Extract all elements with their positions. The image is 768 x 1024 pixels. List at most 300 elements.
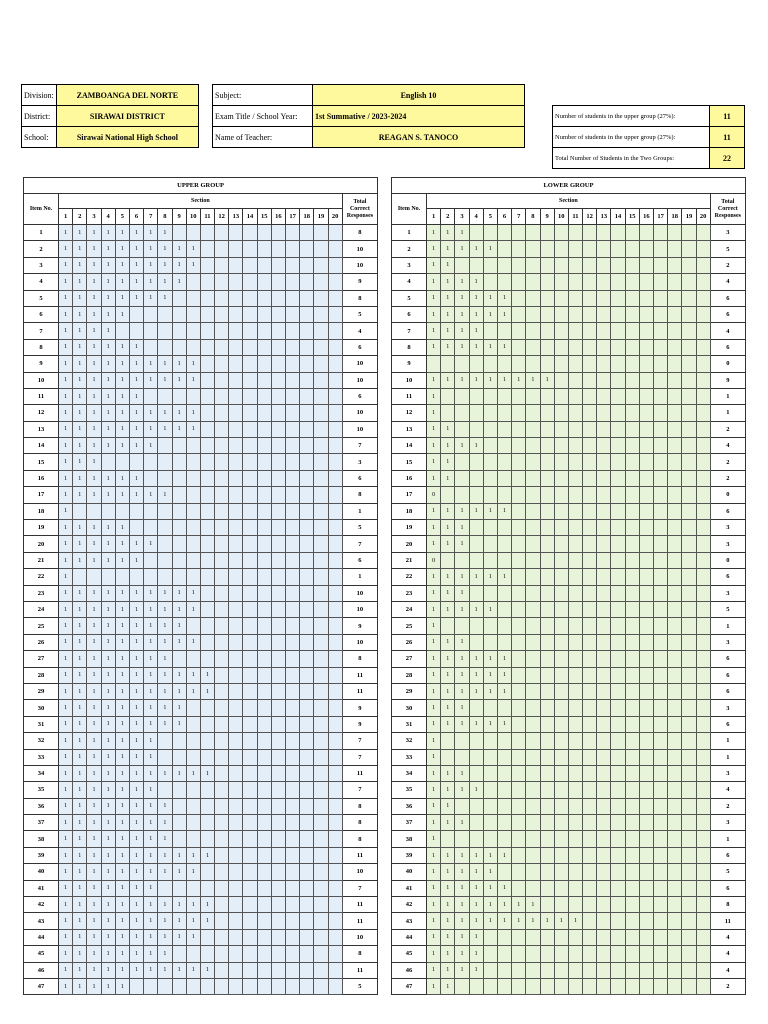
response-cell[interactable]: 1 bbox=[87, 470, 101, 486]
response-cell[interactable]: 1 bbox=[497, 667, 511, 683]
response-cell[interactable] bbox=[654, 372, 668, 388]
response-cell[interactable] bbox=[696, 880, 710, 896]
response-cell[interactable] bbox=[639, 782, 653, 798]
response-cell[interactable]: 1 bbox=[101, 978, 115, 994]
response-cell[interactable] bbox=[682, 552, 696, 568]
response-cell[interactable] bbox=[243, 569, 257, 585]
response-cell[interactable] bbox=[469, 700, 483, 716]
response-cell[interactable] bbox=[696, 651, 710, 667]
response-cell[interactable]: 1 bbox=[144, 356, 158, 372]
response-cell[interactable] bbox=[668, 274, 682, 290]
response-cell[interactable] bbox=[200, 503, 214, 519]
response-cell[interactable] bbox=[455, 831, 469, 847]
response-cell[interactable] bbox=[129, 520, 143, 536]
response-cell[interactable] bbox=[271, 569, 285, 585]
response-cell[interactable]: 1 bbox=[129, 405, 143, 421]
response-cell[interactable] bbox=[568, 536, 582, 552]
response-cell[interactable] bbox=[300, 487, 314, 503]
response-cell[interactable]: 1 bbox=[87, 454, 101, 470]
response-cell[interactable] bbox=[668, 651, 682, 667]
response-cell[interactable] bbox=[497, 405, 511, 421]
response-cell[interactable]: 1 bbox=[59, 946, 73, 962]
response-cell[interactable]: 1 bbox=[427, 733, 441, 749]
response-cell[interactable] bbox=[583, 749, 597, 765]
response-cell[interactable] bbox=[271, 339, 285, 355]
response-cell[interactable] bbox=[271, 470, 285, 486]
response-cell[interactable]: 1 bbox=[73, 356, 87, 372]
response-cell[interactable]: 1 bbox=[186, 601, 200, 617]
response-cell[interactable] bbox=[696, 683, 710, 699]
response-cell[interactable]: 1 bbox=[73, 372, 87, 388]
response-cell[interactable]: 1 bbox=[427, 929, 441, 945]
response-cell[interactable] bbox=[200, 782, 214, 798]
response-cell[interactable]: 1 bbox=[129, 913, 143, 929]
response-cell[interactable]: 1 bbox=[115, 470, 129, 486]
response-cell[interactable]: 1 bbox=[101, 306, 115, 322]
response-cell[interactable] bbox=[526, 651, 540, 667]
response-cell[interactable]: 1 bbox=[129, 716, 143, 732]
response-cell[interactable] bbox=[314, 667, 328, 683]
response-cell[interactable] bbox=[583, 323, 597, 339]
response-cell[interactable]: 1 bbox=[427, 503, 441, 519]
response-cell[interactable] bbox=[526, 454, 540, 470]
response-cell[interactable] bbox=[639, 618, 653, 634]
response-cell[interactable] bbox=[654, 667, 668, 683]
response-cell[interactable]: 1 bbox=[101, 651, 115, 667]
response-cell[interactable] bbox=[215, 782, 229, 798]
response-cell[interactable]: 1 bbox=[101, 520, 115, 536]
response-cell[interactable] bbox=[597, 749, 611, 765]
response-cell[interactable] bbox=[215, 274, 229, 290]
response-cell[interactable] bbox=[696, 372, 710, 388]
response-cell[interactable] bbox=[568, 356, 582, 372]
response-cell[interactable] bbox=[300, 241, 314, 257]
response-cell[interactable] bbox=[696, 569, 710, 585]
response-cell[interactable] bbox=[526, 536, 540, 552]
response-cell[interactable] bbox=[186, 831, 200, 847]
response-cell[interactable] bbox=[625, 815, 639, 831]
response-cell[interactable] bbox=[512, 749, 526, 765]
response-cell[interactable]: 1 bbox=[455, 225, 469, 241]
response-cell[interactable]: 1 bbox=[129, 782, 143, 798]
response-cell[interactable] bbox=[243, 487, 257, 503]
response-cell[interactable]: 1 bbox=[158, 405, 172, 421]
response-cell[interactable] bbox=[625, 897, 639, 913]
response-cell[interactable]: 1 bbox=[497, 913, 511, 929]
response-cell[interactable] bbox=[668, 536, 682, 552]
response-cell[interactable] bbox=[512, 323, 526, 339]
response-cell[interactable]: 1 bbox=[427, 880, 441, 896]
response-cell[interactable] bbox=[186, 274, 200, 290]
response-cell[interactable]: 1 bbox=[101, 323, 115, 339]
response-cell[interactable] bbox=[243, 225, 257, 241]
response-cell[interactable] bbox=[597, 765, 611, 781]
response-cell[interactable] bbox=[568, 634, 582, 650]
response-cell[interactable] bbox=[200, 372, 214, 388]
response-cell[interactable]: 1 bbox=[101, 831, 115, 847]
response-cell[interactable] bbox=[271, 634, 285, 650]
response-cell[interactable] bbox=[328, 880, 342, 896]
response-cell[interactable] bbox=[286, 765, 300, 781]
response-cell[interactable] bbox=[229, 421, 243, 437]
response-cell[interactable] bbox=[554, 733, 568, 749]
response-cell[interactable]: 1 bbox=[158, 847, 172, 863]
response-cell[interactable] bbox=[597, 585, 611, 601]
response-cell[interactable]: 1 bbox=[455, 274, 469, 290]
response-cell[interactable] bbox=[271, 536, 285, 552]
response-cell[interactable] bbox=[483, 962, 497, 978]
response-cell[interactable] bbox=[271, 913, 285, 929]
response-cell[interactable] bbox=[271, 601, 285, 617]
response-cell[interactable] bbox=[441, 733, 455, 749]
response-cell[interactable] bbox=[314, 683, 328, 699]
response-cell[interactable] bbox=[625, 782, 639, 798]
response-cell[interactable]: 1 bbox=[455, 765, 469, 781]
response-cell[interactable] bbox=[215, 716, 229, 732]
response-cell[interactable]: 1 bbox=[73, 733, 87, 749]
response-cell[interactable]: 1 bbox=[73, 339, 87, 355]
response-cell[interactable] bbox=[186, 798, 200, 814]
response-cell[interactable]: 1 bbox=[186, 683, 200, 699]
response-cell[interactable] bbox=[243, 421, 257, 437]
response-cell[interactable] bbox=[611, 257, 625, 273]
response-cell[interactable] bbox=[568, 306, 582, 322]
response-cell[interactable]: 1 bbox=[497, 306, 511, 322]
response-cell[interactable]: 1 bbox=[87, 978, 101, 994]
response-cell[interactable] bbox=[568, 241, 582, 257]
response-cell[interactable] bbox=[512, 552, 526, 568]
response-cell[interactable] bbox=[639, 421, 653, 437]
response-cell[interactable]: 1 bbox=[200, 683, 214, 699]
response-cell[interactable] bbox=[668, 372, 682, 388]
response-cell[interactable] bbox=[625, 880, 639, 896]
response-cell[interactable] bbox=[597, 487, 611, 503]
response-cell[interactable]: 1 bbox=[73, 290, 87, 306]
response-cell[interactable] bbox=[300, 257, 314, 273]
response-cell[interactable] bbox=[554, 897, 568, 913]
response-cell[interactable]: 1 bbox=[59, 749, 73, 765]
response-cell[interactable] bbox=[512, 929, 526, 945]
response-cell[interactable] bbox=[611, 388, 625, 404]
response-cell[interactable] bbox=[512, 864, 526, 880]
response-cell[interactable] bbox=[200, 880, 214, 896]
response-cell[interactable] bbox=[215, 847, 229, 863]
response-cell[interactable] bbox=[568, 569, 582, 585]
response-cell[interactable] bbox=[441, 405, 455, 421]
response-cell[interactable] bbox=[611, 700, 625, 716]
response-cell[interactable] bbox=[286, 470, 300, 486]
response-cell[interactable]: 1 bbox=[483, 667, 497, 683]
response-cell[interactable] bbox=[696, 700, 710, 716]
response-cell[interactable] bbox=[625, 470, 639, 486]
response-cell[interactable]: 1 bbox=[87, 372, 101, 388]
response-cell[interactable] bbox=[286, 323, 300, 339]
response-cell[interactable] bbox=[625, 356, 639, 372]
response-cell[interactable] bbox=[554, 520, 568, 536]
response-cell[interactable] bbox=[271, 356, 285, 372]
response-cell[interactable] bbox=[583, 864, 597, 880]
response-cell[interactable] bbox=[526, 552, 540, 568]
response-cell[interactable] bbox=[497, 585, 511, 601]
response-cell[interactable] bbox=[497, 356, 511, 372]
response-cell[interactable] bbox=[243, 503, 257, 519]
response-cell[interactable] bbox=[526, 929, 540, 945]
response-cell[interactable] bbox=[483, 700, 497, 716]
response-cell[interactable]: 1 bbox=[73, 601, 87, 617]
response-cell[interactable] bbox=[300, 929, 314, 945]
response-cell[interactable] bbox=[583, 634, 597, 650]
response-cell[interactable] bbox=[271, 372, 285, 388]
response-cell[interactable]: 1 bbox=[483, 503, 497, 519]
response-cell[interactable] bbox=[87, 503, 101, 519]
response-cell[interactable] bbox=[611, 503, 625, 519]
response-cell[interactable] bbox=[540, 946, 554, 962]
response-cell[interactable]: 1 bbox=[441, 815, 455, 831]
response-cell[interactable] bbox=[483, 798, 497, 814]
response-cell[interactable] bbox=[597, 831, 611, 847]
response-cell[interactable] bbox=[625, 274, 639, 290]
response-cell[interactable] bbox=[200, 241, 214, 257]
response-cell[interactable]: 1 bbox=[200, 667, 214, 683]
response-cell[interactable] bbox=[483, 929, 497, 945]
response-cell[interactable] bbox=[583, 339, 597, 355]
response-cell[interactable]: 1 bbox=[172, 421, 186, 437]
response-cell[interactable] bbox=[257, 569, 271, 585]
response-cell[interactable] bbox=[200, 798, 214, 814]
response-cell[interactable]: 1 bbox=[144, 798, 158, 814]
response-cell[interactable] bbox=[186, 520, 200, 536]
response-cell[interactable] bbox=[483, 831, 497, 847]
response-cell[interactable] bbox=[215, 520, 229, 536]
response-cell[interactable] bbox=[215, 470, 229, 486]
response-cell[interactable] bbox=[469, 356, 483, 372]
response-cell[interactable]: 1 bbox=[59, 306, 73, 322]
response-cell[interactable]: 1 bbox=[158, 897, 172, 913]
response-cell[interactable] bbox=[526, 306, 540, 322]
response-cell[interactable] bbox=[568, 765, 582, 781]
response-cell[interactable]: 1 bbox=[144, 749, 158, 765]
response-cell[interactable]: 1 bbox=[115, 241, 129, 257]
response-cell[interactable]: 1 bbox=[73, 257, 87, 273]
response-cell[interactable] bbox=[483, 520, 497, 536]
response-cell[interactable] bbox=[215, 421, 229, 437]
response-cell[interactable]: 1 bbox=[441, 241, 455, 257]
response-cell[interactable] bbox=[526, 667, 540, 683]
response-cell[interactable] bbox=[314, 454, 328, 470]
response-cell[interactable]: 1 bbox=[469, 503, 483, 519]
response-cell[interactable] bbox=[483, 585, 497, 601]
response-cell[interactable] bbox=[229, 585, 243, 601]
response-cell[interactable] bbox=[172, 831, 186, 847]
response-cell[interactable]: 1 bbox=[87, 929, 101, 945]
response-cell[interactable] bbox=[696, 847, 710, 863]
response-cell[interactable] bbox=[469, 765, 483, 781]
response-cell[interactable] bbox=[526, 470, 540, 486]
response-cell[interactable] bbox=[568, 421, 582, 437]
response-cell[interactable] bbox=[257, 257, 271, 273]
response-cell[interactable] bbox=[200, 831, 214, 847]
response-cell[interactable]: 1 bbox=[59, 421, 73, 437]
response-cell[interactable] bbox=[540, 241, 554, 257]
response-cell[interactable] bbox=[597, 929, 611, 945]
response-cell[interactable] bbox=[229, 815, 243, 831]
response-cell[interactable] bbox=[300, 388, 314, 404]
response-cell[interactable] bbox=[271, 257, 285, 273]
response-cell[interactable] bbox=[625, 716, 639, 732]
response-cell[interactable] bbox=[696, 290, 710, 306]
response-cell[interactable] bbox=[668, 356, 682, 372]
response-cell[interactable] bbox=[654, 520, 668, 536]
response-cell[interactable] bbox=[639, 847, 653, 863]
response-cell[interactable]: 1 bbox=[469, 847, 483, 863]
response-cell[interactable]: 1 bbox=[441, 421, 455, 437]
response-cell[interactable] bbox=[540, 782, 554, 798]
response-cell[interactable] bbox=[611, 651, 625, 667]
response-cell[interactable]: 1 bbox=[87, 257, 101, 273]
response-cell[interactable] bbox=[229, 372, 243, 388]
response-cell[interactable]: 1 bbox=[469, 651, 483, 667]
response-cell[interactable] bbox=[286, 798, 300, 814]
response-cell[interactable]: 1 bbox=[115, 487, 129, 503]
response-cell[interactable] bbox=[696, 864, 710, 880]
response-cell[interactable] bbox=[186, 339, 200, 355]
response-cell[interactable] bbox=[229, 913, 243, 929]
response-cell[interactable] bbox=[540, 601, 554, 617]
response-cell[interactable] bbox=[583, 274, 597, 290]
response-cell[interactable]: 1 bbox=[101, 618, 115, 634]
response-cell[interactable] bbox=[696, 765, 710, 781]
response-cell[interactable]: 1 bbox=[101, 946, 115, 962]
response-cell[interactable] bbox=[540, 733, 554, 749]
response-cell[interactable] bbox=[597, 306, 611, 322]
response-cell[interactable] bbox=[526, 847, 540, 863]
response-cell[interactable]: 1 bbox=[73, 421, 87, 437]
response-cell[interactable] bbox=[144, 520, 158, 536]
response-cell[interactable]: 1 bbox=[441, 929, 455, 945]
response-cell[interactable]: 1 bbox=[87, 683, 101, 699]
response-cell[interactable] bbox=[512, 520, 526, 536]
response-cell[interactable] bbox=[696, 405, 710, 421]
response-cell[interactable]: 1 bbox=[144, 765, 158, 781]
response-cell[interactable] bbox=[215, 438, 229, 454]
response-cell[interactable]: 1 bbox=[144, 290, 158, 306]
response-cell[interactable]: 1 bbox=[427, 897, 441, 913]
response-cell[interactable]: 1 bbox=[158, 667, 172, 683]
response-cell[interactable] bbox=[554, 454, 568, 470]
response-cell[interactable] bbox=[682, 323, 696, 339]
response-cell[interactable] bbox=[300, 405, 314, 421]
response-cell[interactable]: 1 bbox=[115, 520, 129, 536]
response-cell[interactable] bbox=[286, 978, 300, 994]
response-cell[interactable] bbox=[200, 749, 214, 765]
response-cell[interactable]: 1 bbox=[115, 683, 129, 699]
response-cell[interactable]: 1 bbox=[144, 913, 158, 929]
response-cell[interactable]: 1 bbox=[144, 225, 158, 241]
response-cell[interactable]: 1 bbox=[87, 798, 101, 814]
response-cell[interactable] bbox=[583, 306, 597, 322]
response-cell[interactable] bbox=[654, 929, 668, 945]
response-cell[interactable]: 1 bbox=[87, 339, 101, 355]
response-cell[interactable] bbox=[215, 503, 229, 519]
response-cell[interactable] bbox=[328, 946, 342, 962]
response-cell[interactable] bbox=[597, 815, 611, 831]
response-cell[interactable]: 1 bbox=[73, 831, 87, 847]
response-cell[interactable]: 1 bbox=[144, 667, 158, 683]
response-cell[interactable] bbox=[682, 864, 696, 880]
response-cell[interactable] bbox=[526, 733, 540, 749]
response-cell[interactable] bbox=[568, 683, 582, 699]
response-cell[interactable] bbox=[469, 815, 483, 831]
response-cell[interactable]: 1 bbox=[441, 667, 455, 683]
response-cell[interactable] bbox=[300, 880, 314, 896]
response-cell[interactable] bbox=[668, 323, 682, 339]
response-cell[interactable]: 1 bbox=[186, 421, 200, 437]
response-cell[interactable]: 1 bbox=[441, 454, 455, 470]
response-cell[interactable] bbox=[568, 323, 582, 339]
response-cell[interactable]: 1 bbox=[427, 831, 441, 847]
response-cell[interactable]: 1 bbox=[87, 667, 101, 683]
response-cell[interactable] bbox=[526, 339, 540, 355]
response-cell[interactable] bbox=[497, 601, 511, 617]
response-cell[interactable] bbox=[540, 700, 554, 716]
response-cell[interactable]: 1 bbox=[144, 962, 158, 978]
response-cell[interactable]: 1 bbox=[469, 929, 483, 945]
response-cell[interactable]: 1 bbox=[73, 978, 87, 994]
response-cell[interactable]: 1 bbox=[469, 946, 483, 962]
response-cell[interactable]: 1 bbox=[455, 372, 469, 388]
response-cell[interactable] bbox=[300, 634, 314, 650]
response-cell[interactable] bbox=[526, 356, 540, 372]
response-cell[interactable] bbox=[469, 225, 483, 241]
response-cell[interactable] bbox=[696, 978, 710, 994]
response-cell[interactable]: 1 bbox=[427, 601, 441, 617]
response-cell[interactable] bbox=[512, 683, 526, 699]
response-cell[interactable]: 1 bbox=[526, 897, 540, 913]
response-cell[interactable] bbox=[497, 733, 511, 749]
response-cell[interactable]: 1 bbox=[73, 716, 87, 732]
response-cell[interactable] bbox=[540, 765, 554, 781]
response-cell[interactable] bbox=[625, 454, 639, 470]
response-cell[interactable] bbox=[129, 454, 143, 470]
response-cell[interactable] bbox=[158, 503, 172, 519]
response-cell[interactable]: 1 bbox=[497, 683, 511, 699]
response-cell[interactable] bbox=[625, 733, 639, 749]
response-cell[interactable] bbox=[314, 356, 328, 372]
response-cell[interactable] bbox=[469, 405, 483, 421]
response-cell[interactable] bbox=[526, 798, 540, 814]
response-cell[interactable] bbox=[625, 585, 639, 601]
response-cell[interactable]: 1 bbox=[129, 634, 143, 650]
response-cell[interactable] bbox=[668, 569, 682, 585]
response-cell[interactable] bbox=[300, 798, 314, 814]
response-cell[interactable] bbox=[682, 651, 696, 667]
response-cell[interactable] bbox=[200, 552, 214, 568]
response-cell[interactable]: 1 bbox=[115, 618, 129, 634]
response-cell[interactable] bbox=[144, 552, 158, 568]
response-cell[interactable] bbox=[696, 274, 710, 290]
response-cell[interactable] bbox=[583, 552, 597, 568]
response-cell[interactable] bbox=[668, 503, 682, 519]
response-cell[interactable] bbox=[172, 339, 186, 355]
response-cell[interactable] bbox=[668, 601, 682, 617]
response-cell[interactable] bbox=[328, 733, 342, 749]
response-cell[interactable] bbox=[300, 946, 314, 962]
response-cell[interactable]: 1 bbox=[129, 864, 143, 880]
response-cell[interactable] bbox=[257, 978, 271, 994]
response-cell[interactable]: 1 bbox=[526, 913, 540, 929]
response-cell[interactable]: 1 bbox=[59, 274, 73, 290]
response-cell[interactable]: 1 bbox=[497, 651, 511, 667]
